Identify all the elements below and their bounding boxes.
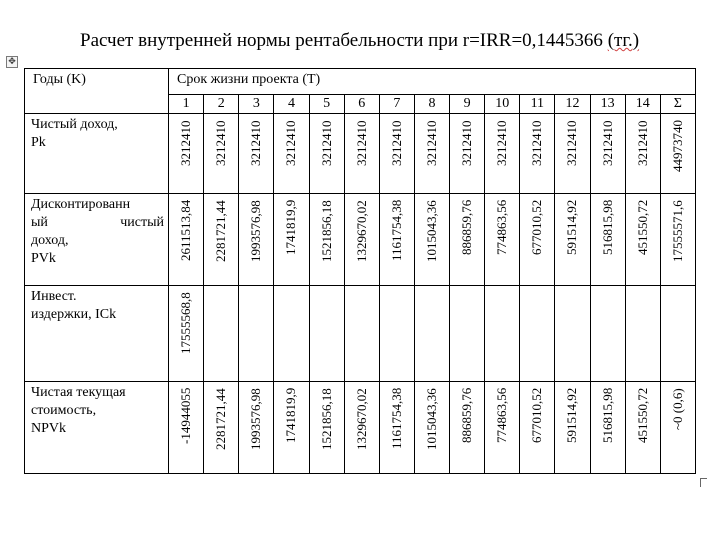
row-label-line: ый чистый <box>31 215 164 230</box>
row-label-line: доход, <box>31 233 69 248</box>
row-label-line: Чистая текущая <box>31 385 126 400</box>
cell-value: 516815,98 <box>599 199 615 255</box>
cell-value: 451550,72 <box>634 199 650 255</box>
table-cell <box>239 114 274 194</box>
table-cell <box>660 382 695 474</box>
table-cell <box>169 382 204 474</box>
cell-value: 1741819,9 <box>283 199 299 255</box>
table-cell <box>450 286 485 382</box>
cell-value: 591514,92 <box>564 199 580 255</box>
column-number: 12 <box>555 95 590 114</box>
cell-value: 774863,56 <box>494 199 510 255</box>
cell-value: 1521856,18 <box>318 200 334 262</box>
table-cell <box>485 194 520 286</box>
table-cell <box>204 286 239 382</box>
table-cell <box>485 286 520 382</box>
table-cell <box>169 194 204 286</box>
move-handle-icon[interactable]: ✥ <box>6 56 18 68</box>
row-label <box>25 382 169 474</box>
cell-value: 1329670,02 <box>353 388 369 450</box>
header-row <box>25 69 696 95</box>
column-number: 2 <box>204 95 239 114</box>
row-label-line: Чистый доход, <box>31 117 118 132</box>
table-body <box>25 69 696 474</box>
years-header: Годы (K) <box>25 69 169 114</box>
table-cell <box>344 194 379 286</box>
page-title <box>80 30 710 52</box>
table-cell <box>414 194 449 286</box>
title-unit: (тг.) <box>607 30 640 51</box>
cell-value: 3212410 <box>599 120 615 166</box>
cell-value: 3212410 <box>634 120 650 166</box>
cell-value: 677010,52 <box>529 199 545 255</box>
table-cell <box>379 286 414 382</box>
row-label-line: NPVk <box>31 421 67 436</box>
table-cell <box>414 382 449 474</box>
table-cell <box>239 194 274 286</box>
cell-value: 1741819,9 <box>283 387 299 443</box>
table-cell <box>309 286 344 382</box>
table-cell <box>520 286 555 382</box>
table-cell <box>169 114 204 194</box>
column-number: 3 <box>239 95 274 114</box>
table-cell <box>590 286 625 382</box>
column-number: 6 <box>344 95 379 114</box>
table-row <box>25 114 696 194</box>
column-number: 14 <box>625 95 660 114</box>
column-number: 8 <box>414 95 449 114</box>
cell-value: 3212410 <box>213 120 229 166</box>
column-number: 10 <box>485 95 520 114</box>
cell-value: 1161754,38 <box>388 387 404 449</box>
table-cell <box>625 286 660 382</box>
cell-value: 44973740 <box>669 120 685 172</box>
cell-value: 3212410 <box>494 120 510 166</box>
cell-value: ~0 (0,6) <box>669 388 685 430</box>
corner-mark <box>700 478 707 487</box>
cell-value: 3212410 <box>564 120 580 166</box>
cell-value: 451550,72 <box>634 387 650 443</box>
table-cell <box>625 114 660 194</box>
table-cell <box>625 194 660 286</box>
row-label <box>25 286 169 382</box>
table-cell <box>274 194 309 286</box>
cell-value: 886859,76 <box>459 387 474 443</box>
table-cell <box>555 114 590 194</box>
row-label-line: Инвест. <box>31 289 77 304</box>
cell-value: 2611513,84 <box>178 199 193 261</box>
cell-value: 3212410 <box>318 120 334 166</box>
table-cell <box>274 114 309 194</box>
title-main: Расчет внутренней нормы рентабельности при r=IRR=0,1445366 <box>80 30 608 51</box>
cell-value: 1161754,38 <box>388 199 404 261</box>
table-cell <box>274 382 309 474</box>
table-cell <box>204 194 239 286</box>
cell-value: 3212410 <box>388 120 404 166</box>
cell-value: 677010,52 <box>529 387 545 443</box>
table-cell <box>169 286 204 382</box>
column-number: 5 <box>309 95 344 114</box>
column-number: 11 <box>520 95 555 114</box>
table-cell <box>309 194 344 286</box>
period-header: Срок жизни проекта (T) <box>169 69 696 95</box>
column-number: Σ <box>660 95 695 114</box>
table-cell <box>309 114 344 194</box>
cell-value: 3212410 <box>423 120 439 166</box>
table-cell <box>239 286 274 382</box>
table-row <box>25 382 696 474</box>
cell-value: 774863,56 <box>494 387 510 443</box>
table-cell <box>660 286 695 382</box>
table-cell <box>555 286 590 382</box>
row-label-line: PVk <box>31 251 56 266</box>
column-number: 1 <box>169 95 204 114</box>
column-number: 4 <box>274 95 309 114</box>
row-label <box>25 114 169 194</box>
table-cell <box>344 114 379 194</box>
table-cell <box>379 382 414 474</box>
table-row <box>25 194 696 286</box>
cell-value: 1521856,18 <box>318 388 334 450</box>
cell-value: 1993576,98 <box>248 200 264 262</box>
cell-value: 17555568,8 <box>178 292 193 354</box>
table-cell <box>590 114 625 194</box>
table-cell <box>274 286 309 382</box>
cell-value: -14944055 <box>178 387 193 444</box>
cell-value: 2281721,44 <box>213 200 229 262</box>
table-cell <box>379 194 414 286</box>
table-cell <box>414 114 449 194</box>
row-label-line: Pk <box>31 135 46 150</box>
table-cell <box>414 286 449 382</box>
table-cell <box>485 114 520 194</box>
cell-value: 516815,98 <box>599 387 615 443</box>
cell-value: 1015043,36 <box>423 388 439 450</box>
column-number: 13 <box>590 95 625 114</box>
cell-value: 3212410 <box>283 120 299 166</box>
cell-value: 1015043,36 <box>423 200 439 262</box>
table-row <box>25 286 696 382</box>
column-number: 7 <box>379 95 414 114</box>
table-cell <box>555 194 590 286</box>
irr-table <box>24 68 696 474</box>
table-cell <box>590 382 625 474</box>
cell-value: 886859,76 <box>459 199 474 255</box>
cell-value: 3212410 <box>529 120 545 166</box>
cell-value: 2281721,44 <box>213 388 229 450</box>
table-cell <box>520 382 555 474</box>
cell-value: 3212410 <box>178 120 193 166</box>
table-cell <box>344 382 379 474</box>
table-cell <box>450 114 485 194</box>
cell-value: 3212410 <box>248 120 264 166</box>
table-cell <box>660 194 695 286</box>
cell-value: 591514,92 <box>564 387 580 443</box>
table-cell <box>590 194 625 286</box>
table-cell <box>520 114 555 194</box>
table-cell <box>204 114 239 194</box>
row-label-line: стоимость, <box>31 403 97 418</box>
table-cell <box>450 194 485 286</box>
cell-value: 3212410 <box>459 120 474 166</box>
table-cell <box>309 382 344 474</box>
column-number: 9 <box>450 95 485 114</box>
table-cell <box>660 114 695 194</box>
cell-value: 3212410 <box>353 120 369 166</box>
table-cell <box>204 382 239 474</box>
table-cell <box>450 382 485 474</box>
table-cell <box>379 114 414 194</box>
table-cell <box>344 286 379 382</box>
row-label <box>25 194 169 286</box>
cell-value: 1993576,98 <box>248 388 264 450</box>
cell-value: 17555571,6 <box>669 200 685 262</box>
table-cell <box>625 382 660 474</box>
row-label-line: Дисконтированн <box>31 197 131 212</box>
table-cell <box>239 382 274 474</box>
table-cell <box>555 382 590 474</box>
cell-value: 1329670,02 <box>353 200 369 262</box>
row-label-line: издержки, ICk <box>31 307 117 322</box>
table-cell <box>520 194 555 286</box>
table-cell <box>485 382 520 474</box>
